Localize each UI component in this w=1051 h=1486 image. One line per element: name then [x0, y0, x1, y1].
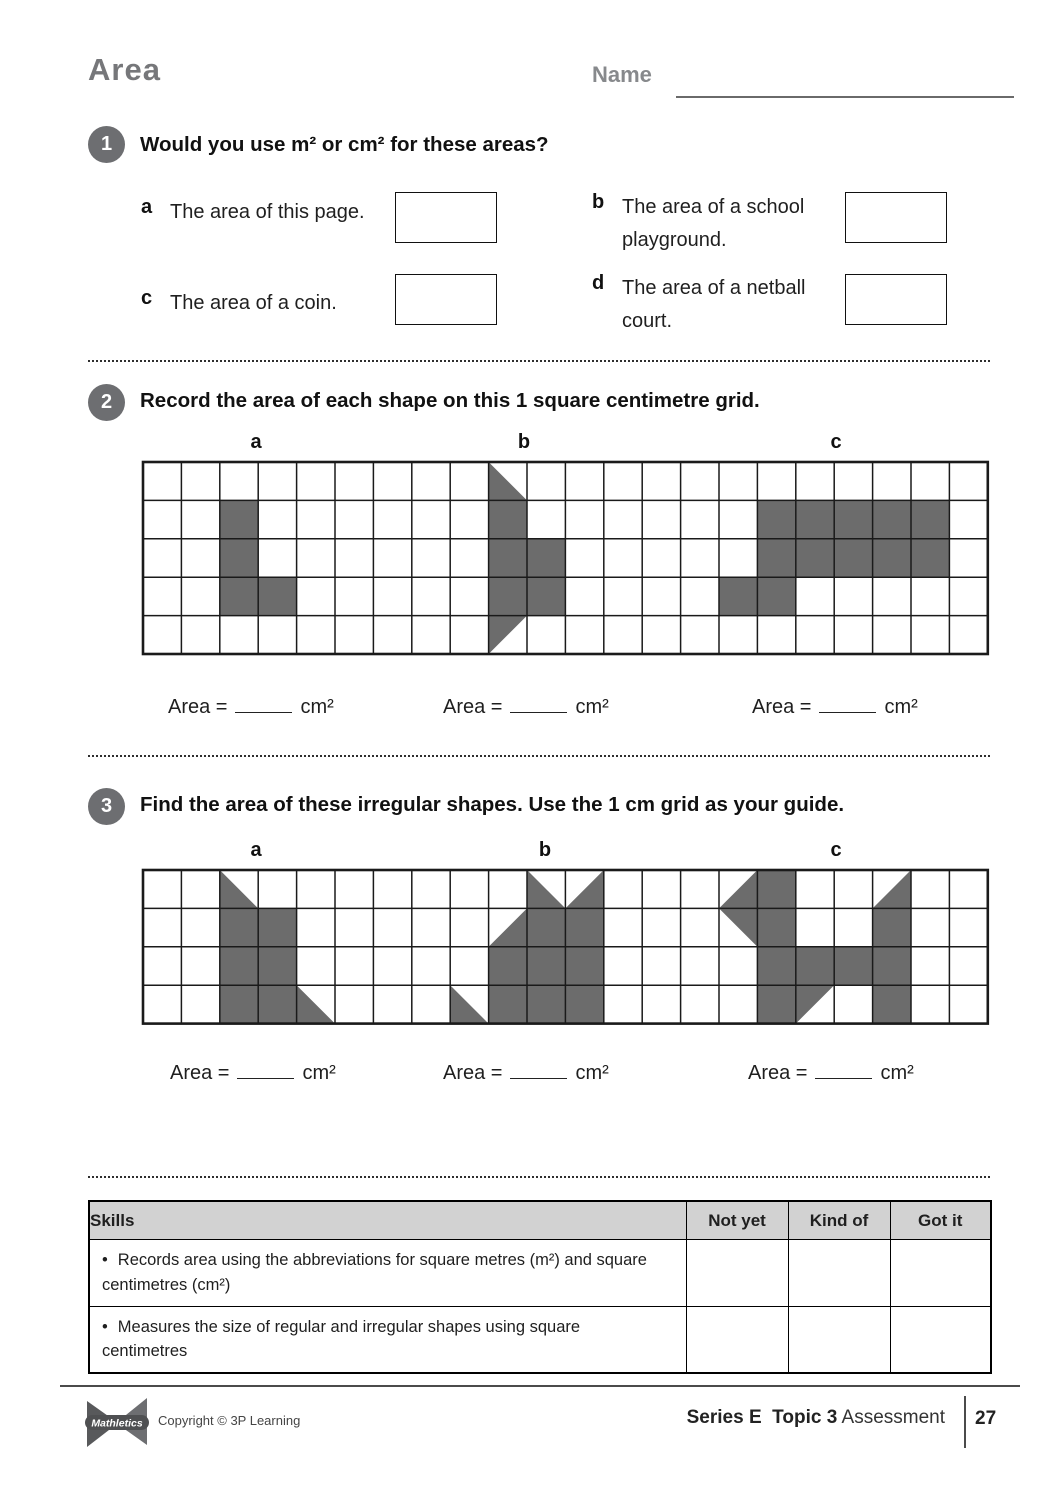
- q2-shape-b-label: b: [517, 431, 531, 453]
- q2-badge: 2: [88, 384, 125, 421]
- skills-table: [88, 1200, 992, 1374]
- answer-blank[interactable]: [510, 692, 567, 713]
- answer-blank[interactable]: [510, 1058, 567, 1079]
- q3-grid: [141, 868, 990, 1031]
- answer-blank[interactable]: [815, 1058, 872, 1079]
- q1-prompt: Would you use m² or cm² for these areas?: [140, 133, 549, 156]
- skills-header-row: [89, 1201, 991, 1240]
- area-unit: cm²: [302, 1062, 336, 1084]
- skill-description: [89, 1306, 686, 1373]
- q1-item-d-letter: d: [592, 272, 605, 294]
- grid-canvas: [141, 460, 990, 656]
- skills-cell-kind-of[interactable]: [788, 1306, 890, 1373]
- area-prefix: Area =: [443, 1062, 503, 1084]
- q3-area-answer-a: [170, 1058, 336, 1085]
- skills-cell-not-yet[interactable]: [686, 1240, 788, 1307]
- area-prefix: Area =: [443, 696, 503, 718]
- q1-item-c-text: The area of a coin.: [170, 292, 337, 314]
- grid-canvas: [141, 868, 990, 1026]
- answer-blank[interactable]: [237, 1058, 294, 1079]
- skill-text: Records area using the abbreviations for square metres (m²) and square centimetres (cm²): [102, 1251, 647, 1294]
- skills-cell-got-it[interactable]: [890, 1306, 991, 1373]
- q2-prompt: Record the area of each shape on this 1 square centimetre grid.: [140, 389, 760, 412]
- q1-item-a-text: The area of this page.: [170, 201, 365, 223]
- section-divider: [88, 1176, 990, 1178]
- series-info: [600, 1407, 945, 1429]
- q3-prompt: Find the area of these irregular shapes. Use the 1 cm grid as your guide.: [140, 793, 845, 816]
- q1-answer-box-c[interactable]: [395, 274, 497, 325]
- copyright-text: Copyright © 3P Learning: [158, 1413, 301, 1428]
- section-divider: [88, 360, 990, 362]
- page-number: 27: [975, 1408, 997, 1429]
- area-prefix: Area =: [748, 1062, 808, 1084]
- q2-area-answer-c: [752, 692, 918, 719]
- name-line[interactable]: [676, 64, 1014, 98]
- q2-shape-c-label: c: [830, 431, 842, 453]
- area-unit: cm²: [880, 1062, 914, 1084]
- area-unit: cm²: [575, 696, 609, 718]
- footer-divider: [964, 1396, 966, 1448]
- q3-shape-c-label: c: [830, 839, 842, 861]
- area-unit: cm²: [575, 1062, 609, 1084]
- q3-area-answer-c: [748, 1058, 914, 1085]
- q1-badge: 1: [88, 126, 125, 163]
- q3-area-answer-b: [443, 1058, 609, 1085]
- kind-of-header: Kind of: [788, 1201, 890, 1240]
- skills-cell-got-it[interactable]: [890, 1240, 991, 1307]
- q1-item-a-letter: a: [141, 196, 153, 218]
- area-prefix: Area =: [170, 1062, 230, 1084]
- skills-cell-not-yet[interactable]: [686, 1306, 788, 1373]
- bullet: •: [102, 1251, 108, 1269]
- q2-shape-a-label: a: [250, 431, 262, 453]
- q1-item-b-text: The area of a school playground.: [622, 196, 805, 251]
- q3-shape-b-label: b: [538, 839, 552, 861]
- answer-blank[interactable]: [235, 692, 292, 713]
- skill-description: [89, 1240, 686, 1307]
- mathletics-logo-icon: [84, 1396, 150, 1452]
- q1-answer-box-d[interactable]: [845, 274, 947, 325]
- q2-area-answer-a: [168, 692, 334, 719]
- skills-cell-kind-of[interactable]: [788, 1240, 890, 1307]
- area-unit: cm²: [300, 696, 334, 718]
- q1-item-c-letter: c: [141, 287, 153, 309]
- series-topic-text: Series E Topic 3: [686, 1407, 838, 1428]
- q3-badge: 3: [88, 788, 125, 825]
- q2-grid: [141, 460, 990, 661]
- page-title: Area: [88, 52, 161, 87]
- skills-row: [89, 1240, 991, 1307]
- bullet: •: [102, 1317, 108, 1336]
- assessment-text: Assessment: [841, 1407, 945, 1428]
- area-unit: cm²: [884, 696, 918, 718]
- area-prefix: Area =: [752, 696, 812, 718]
- q1-item-d-text: The area of a netball court.: [622, 277, 806, 332]
- footer-rule: [60, 1385, 1020, 1387]
- skills-row: [89, 1306, 991, 1373]
- logo-text: Mathletics: [91, 1417, 143, 1430]
- skills-header: Skills: [89, 1201, 686, 1240]
- name-label: Name: [592, 62, 652, 87]
- area-prefix: Area =: [168, 696, 228, 718]
- q1-answer-box-b[interactable]: [845, 192, 947, 243]
- q2-area-answer-b: [443, 692, 609, 719]
- q3-shape-a-label: a: [250, 839, 262, 861]
- got-it-header: Got it: [890, 1201, 991, 1240]
- q1-item-b-letter: b: [592, 191, 605, 213]
- skill-text: Measures the size of regular and irregular shapes using square centimetres: [102, 1317, 581, 1361]
- section-divider: [88, 755, 990, 757]
- answer-blank[interactable]: [819, 692, 876, 713]
- not-yet-header: Not yet: [686, 1201, 788, 1240]
- q1-answer-box-a[interactable]: [395, 192, 497, 243]
